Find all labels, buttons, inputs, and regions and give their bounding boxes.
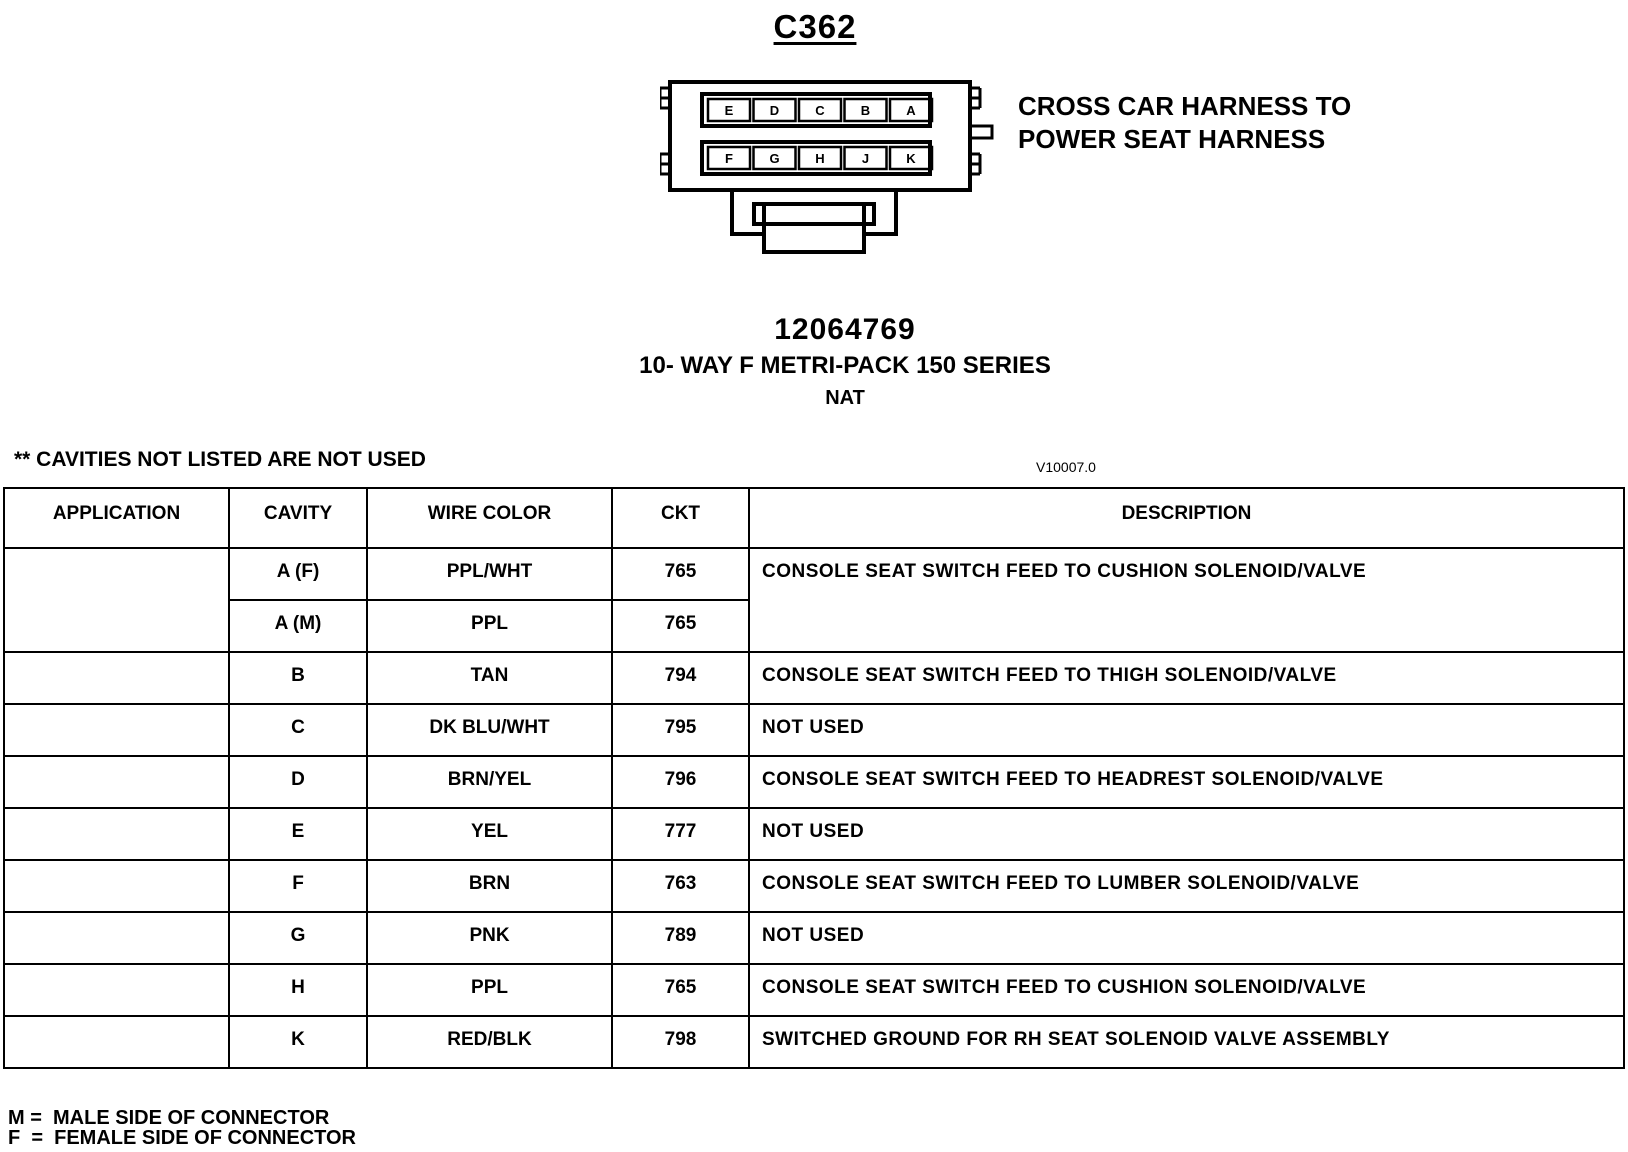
table-row	[4, 704, 1624, 756]
column-header-description: DESCRIPTION	[749, 488, 1624, 548]
application-cell	[4, 1016, 229, 1068]
table-row	[4, 1016, 1624, 1068]
cavity-letter: B	[860, 103, 871, 118]
table-row	[4, 964, 1624, 1016]
cavity-letter: K	[906, 151, 916, 166]
wire-color-cell: DK BLU/WHT	[367, 704, 612, 756]
cavity-row-bottom	[708, 147, 932, 169]
reference-code: V10007.0	[1036, 459, 1096, 475]
ckt-cell: 765	[612, 964, 749, 1016]
wire-color-cell: PNK	[367, 912, 612, 964]
ckt-cell: 763	[612, 860, 749, 912]
description-cell: NOT USED	[749, 912, 1624, 964]
cavity-cell: H	[229, 964, 367, 1016]
description-cell: NOT USED	[749, 704, 1624, 756]
unused-cavities-note: ** CAVITIES NOT LISTED ARE NOT USED	[14, 448, 426, 471]
part-number: 12064769	[774, 313, 916, 346]
application-cell	[4, 964, 229, 1016]
cavity-cell: A (M)	[229, 600, 367, 652]
cavity-cell: F	[229, 860, 367, 912]
ckt-cell: 796	[612, 756, 749, 808]
description-cell: NOT USED	[749, 808, 1624, 860]
wire-color-cell: PPL	[367, 964, 612, 1016]
column-header-application: APPLICATION	[4, 488, 229, 548]
ckt-cell: 765	[612, 548, 749, 600]
harness-description	[1018, 90, 1351, 156]
application-cell	[4, 704, 229, 756]
description-cell: CONSOLE SEAT SWITCH FEED TO CUSHION SOLENOID/VALVE	[749, 964, 1624, 1016]
connector-id-title: C362	[773, 8, 857, 45]
connector-color: NAT	[825, 387, 865, 409]
wire-color-cell: PPL/WHT	[367, 548, 612, 600]
description-cell: CONSOLE SEAT SWITCH FEED TO CUSHION SOLENOID/VALVE	[749, 548, 1624, 652]
description-cell: SWITCHED GROUND FOR RH SEAT SOLENOID VALVE ASSEMBLY	[749, 1016, 1624, 1068]
cavity-letter: D	[769, 103, 780, 118]
wire-color-cell: BRN/YEL	[367, 756, 612, 808]
harness-description-line: POWER SEAT HARNESS	[1018, 124, 1326, 154]
cavity-letter: G	[769, 151, 780, 166]
cavity-cell: E	[229, 808, 367, 860]
connector-type: 10- WAY F METRI-PACK 150 SERIES	[639, 352, 1051, 379]
table-row	[4, 652, 1624, 704]
connector-legend	[8, 1108, 356, 1148]
legend-male: M = MALE SIDE OF CONNECTOR	[8, 1107, 330, 1129]
table-row	[4, 912, 1624, 964]
column-header-cavity: CAVITY	[229, 488, 367, 548]
application-cell	[4, 912, 229, 964]
wire-color-cell: PPL	[367, 600, 612, 652]
harness-description-line: CROSS CAR HARNESS TO	[1018, 91, 1352, 121]
cavity-letter: F	[725, 151, 733, 166]
wire-color-cell: TAN	[367, 652, 612, 704]
column-header-wire-color: WIRE COLOR	[367, 488, 612, 548]
cavity-cell: D	[229, 756, 367, 808]
cavity-letter: A	[906, 103, 916, 118]
cavity-cell: A (F)	[229, 548, 367, 600]
cavity-cell: C	[229, 704, 367, 756]
legend-female: F = FEMALE SIDE OF CONNECTOR	[8, 1127, 356, 1149]
cavity-row-top	[708, 99, 932, 121]
wire-color-cell: YEL	[367, 808, 612, 860]
application-cell	[4, 808, 229, 860]
cavity-cell: K	[229, 1016, 367, 1068]
column-header-ckt: CKT	[612, 488, 749, 548]
table-row	[4, 548, 1624, 600]
ckt-cell: 794	[612, 652, 749, 704]
ckt-cell: 777	[612, 808, 749, 860]
application-cell	[4, 548, 229, 652]
description-cell: CONSOLE SEAT SWITCH FEED TO LUMBER SOLENOID/VALVE	[749, 860, 1624, 912]
ckt-cell: 795	[612, 704, 749, 756]
cavity-letter: E	[724, 103, 734, 118]
connector-diagram	[660, 74, 1000, 274]
application-cell	[4, 652, 229, 704]
cavity-letter: J	[861, 151, 870, 166]
cavity-cell: G	[229, 912, 367, 964]
table-row	[4, 756, 1624, 808]
cavity-wiring-table	[3, 487, 1625, 1069]
ckt-cell: 789	[612, 912, 749, 964]
cavity-cell: B	[229, 652, 367, 704]
cavity-letter: H	[815, 151, 825, 166]
table-row	[4, 860, 1624, 912]
wire-color-cell: BRN	[367, 860, 612, 912]
application-cell	[4, 756, 229, 808]
ckt-cell: 798	[612, 1016, 749, 1068]
application-cell	[4, 860, 229, 912]
ckt-cell: 765	[612, 600, 749, 652]
table-row	[4, 808, 1624, 860]
description-cell: CONSOLE SEAT SWITCH FEED TO THIGH SOLENOID/VALVE	[749, 652, 1624, 704]
description-cell: CONSOLE SEAT SWITCH FEED TO HEADREST SOLENOID/VALVE	[749, 756, 1624, 808]
wire-color-cell: RED/BLK	[367, 1016, 612, 1068]
table-header-row	[4, 488, 1624, 548]
cavity-letter: C	[815, 103, 825, 118]
